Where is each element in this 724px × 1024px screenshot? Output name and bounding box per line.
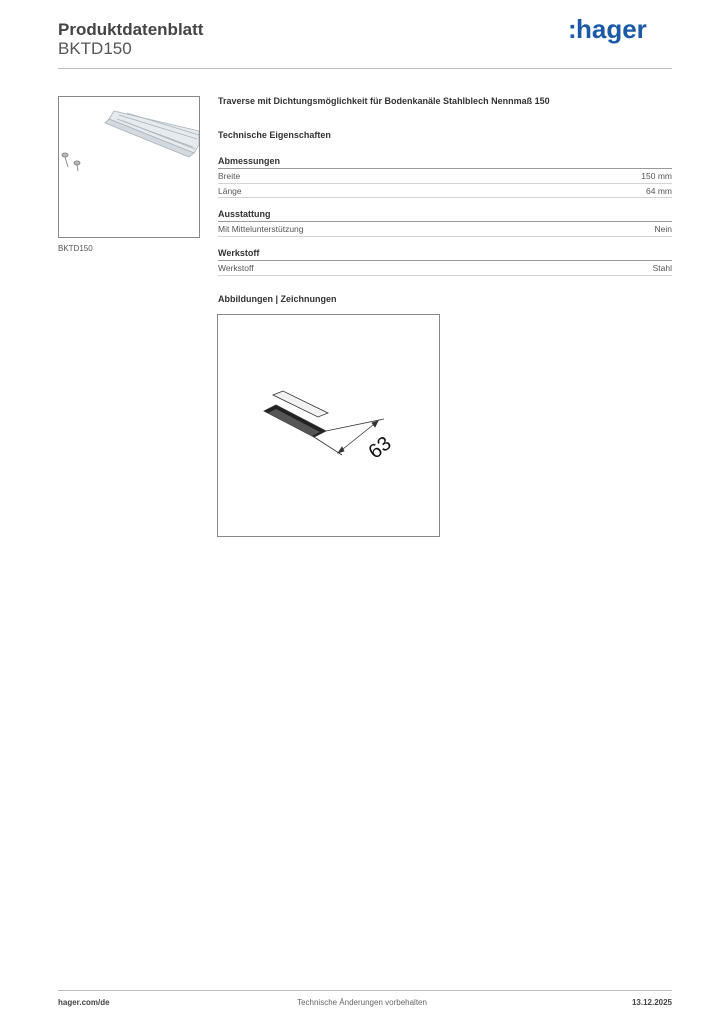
property-label: Werkstoff — [218, 263, 254, 273]
hager-logo — [566, 16, 658, 46]
property-row — [218, 171, 672, 181]
drawings-title: Abbildungen | Zeichnungen — [218, 294, 337, 304]
row-divider — [218, 197, 672, 198]
group-divider — [218, 260, 672, 261]
drawing-svg — [218, 315, 439, 536]
technical-drawing — [217, 314, 440, 537]
property-label: Länge — [218, 186, 242, 196]
traverse-illustration — [105, 111, 199, 157]
property-value: 150 mm — [641, 171, 672, 181]
thumbnail-caption: BKTD150 — [58, 244, 93, 253]
group-title-ausstattung: Ausstattung — [218, 209, 271, 219]
hager-logo-word: hager — [576, 16, 647, 44]
footer-disclaimer: Technische Änderungen vorbehalten — [297, 998, 427, 1007]
product-code: BKTD150 — [58, 39, 132, 58]
row-divider — [218, 275, 672, 276]
row-divider — [218, 236, 672, 237]
property-row — [218, 186, 672, 196]
document-title: Produktdatenblatt — [58, 20, 204, 39]
group-title-werkstoff: Werkstoff — [218, 248, 260, 258]
row-divider — [218, 183, 672, 184]
property-value: 64 mm — [646, 186, 672, 196]
group-divider — [218, 168, 672, 169]
product-description: Traverse mit Dichtungsmöglichkeit für Bodenkanäle Stahlblech Nennmaß 150 — [218, 96, 550, 106]
property-label: Mit Mittelunterstützung — [218, 224, 304, 234]
screws-illustration — [62, 153, 80, 171]
footer-website-link[interactable]: hager.com/de — [58, 998, 110, 1007]
product-image — [59, 97, 199, 237]
property-row — [218, 224, 672, 234]
dimension-label: 63 — [364, 432, 396, 464]
tech-properties-title: Technische Eigenschaften — [218, 130, 331, 140]
group-title-abmessungen: Abmessungen — [218, 156, 281, 166]
property-row — [218, 263, 672, 273]
group-divider — [218, 221, 672, 222]
product-thumbnail — [58, 96, 200, 238]
hager-logo-text: : — [568, 16, 577, 44]
footer-date: 13.12.2025 — [631, 998, 672, 1007]
property-value: Nein — [654, 224, 672, 234]
property-value: Stahl — [652, 263, 672, 273]
footer-divider — [58, 990, 672, 991]
property-label: Breite — [218, 171, 241, 181]
header-divider — [58, 68, 672, 69]
